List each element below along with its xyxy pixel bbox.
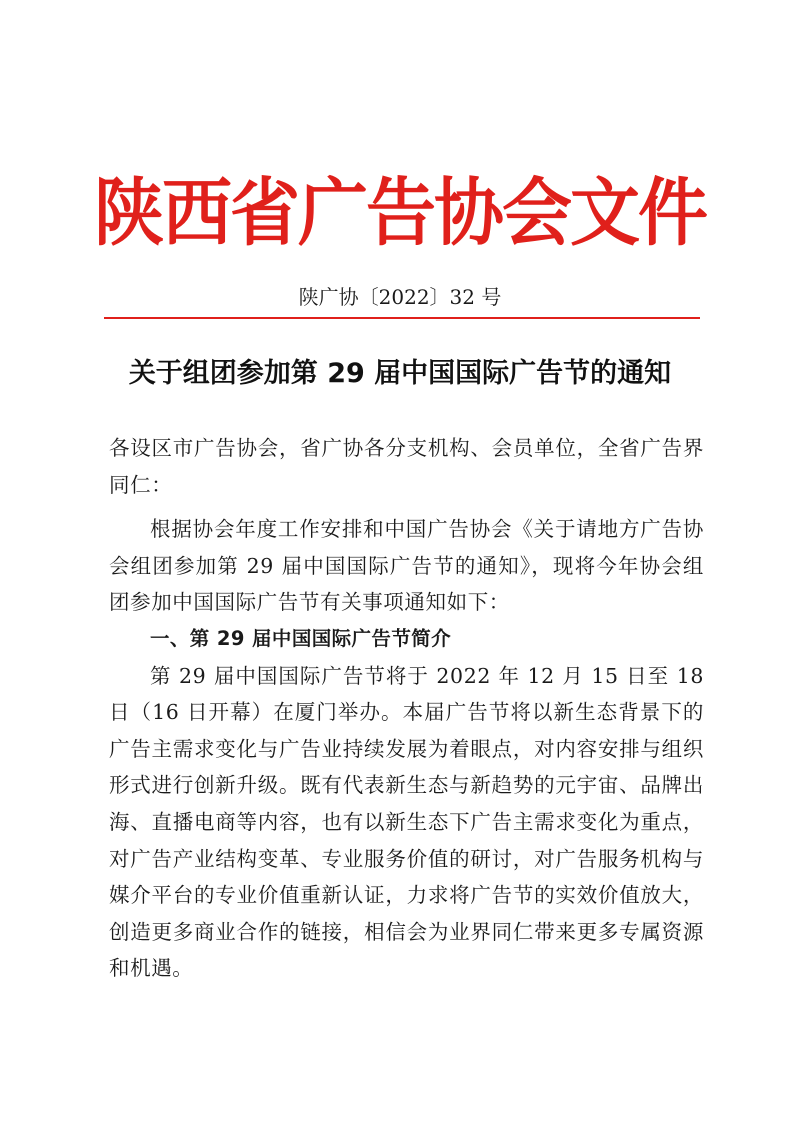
- festival-intro-paragraph: 第 29 届中国国际广告节将于 2022 年 12 月 15 日至 18 日（16 日开幕）在厦门举办。本届广告节将以新生态背景下的广告主需求变化与广告业持续发展为着眼点，对内容安排与组织形式进行创新升级。既有代表新生态与新趋势的元宇宙、品牌出海、直播电商等内容，也有以新生态下广告主需求变化为重点，对广告产业结构变革、专业服务价值的研讨，对广告服务机构与媒介平台的专业价值重新认证，力求将广告节的实效价值放大，创造更多商业合作的链接，相信会为业界同仁带来更多专属资源和机遇。: [109, 663, 704, 981]
- section-heading-1: 一、第 29 届中国国际广告节简介: [150, 626, 452, 650]
- document-number: 陕广协〔2022〕32 号: [298, 285, 502, 309]
- masthead-title: 陕西省广告协会文件: [94, 169, 706, 257]
- notice-body: [109, 430, 704, 987]
- notice-title: 关于组团参加第 29 届中国国际广告节的通知: [128, 358, 672, 389]
- salutation: 各设区市广告协会，省广协各分支机构、会员单位，全省广告界同仁：: [109, 436, 704, 497]
- red-divider-line: [104, 317, 700, 319]
- intro-paragraph: 根据协会年度工作安排和中国广告协会《关于请地方广告协会组团参加第 29 届中国国际广告节的通知》，现将今年协会组团参加中国国际广告节有关事项通知如下：: [109, 517, 704, 615]
